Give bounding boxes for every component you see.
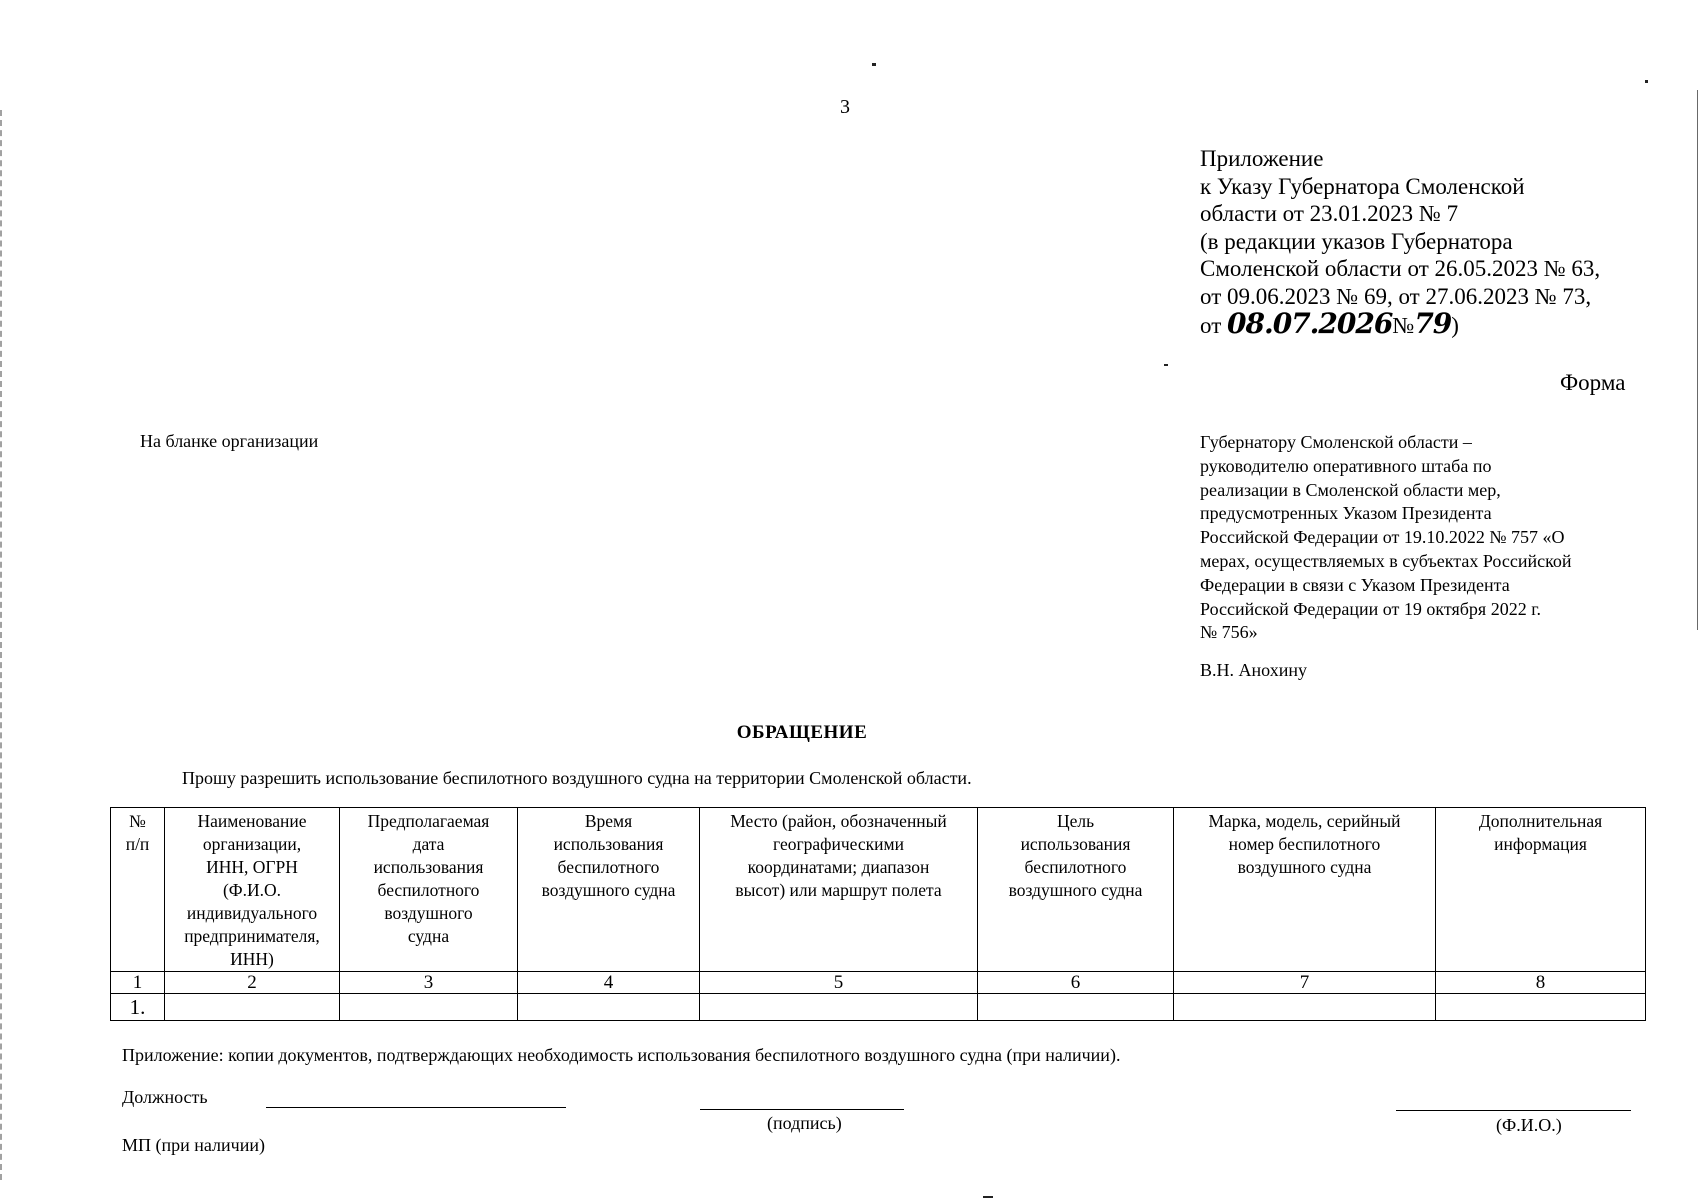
table-header-cell [978,808,1174,972]
position-label: Должность [122,1087,208,1107]
header-line: ИНН) [230,949,274,969]
column-number-cell: 8 [1436,972,1646,994]
header-line: Цель [1056,811,1095,831]
header-line: высот) или маршрут полета [735,880,942,900]
header-line: координатами; диапазон [747,857,930,877]
column-number-cell: 3 [340,972,518,994]
table-cell[interactable] [165,994,340,1021]
addressee-block [1200,431,1630,645]
row-number-cell: 1. [111,994,165,1021]
column-number-cell: 4 [518,972,700,994]
header-line: информация [1494,834,1587,854]
scan-speck [872,63,876,66]
header-line: беспилотного [557,857,660,877]
header-line: использования [553,834,664,854]
handwritten-number: 79 [1414,307,1452,340]
addressee-line: Российской Федерации от 19.10.2022 № 757 «О [1200,527,1565,548]
appendix-line: от 09.06.2023 № 69, от 27.06.2023 № 73, [1200,283,1592,309]
header-line: Наименование [197,811,307,831]
header-line: № [129,811,146,831]
request-text: Прошу разрешить использование беспилотного воздушного судна на территории Смоленской области. [182,768,972,788]
appendix-amendment-line [1200,307,1660,340]
header-line: организации, [202,834,302,854]
fio-line [1396,1110,1631,1111]
header-line: Место (район, обозначенный [730,811,947,831]
header-line: Дополнительная [1478,811,1603,831]
header-line: п/п [125,834,150,854]
header-line: номер беспилотного [1228,834,1381,854]
column-number-cell: 7 [1174,972,1436,994]
column-number-cell: 5 [700,972,978,994]
scan-speck [1645,80,1648,83]
appendix-line: к Указу Губернатора Смоленской [1200,173,1525,199]
seal-label: МП (при наличии) [122,1135,265,1155]
header-line: использования [373,857,484,877]
appendix-line: Приложение [1200,146,1324,171]
scan-right-edge [1697,90,1698,630]
addressee-line: реализации в Смоленской области мер, [1200,479,1501,500]
letterhead-note: На бланке организации [140,431,319,451]
scan-speck [1164,364,1168,366]
position-line [266,1107,566,1108]
column-number-cell: 2 [165,972,340,994]
table-header-cell [518,808,700,972]
table-cell[interactable] [978,994,1174,1021]
table-header-cell [700,808,978,972]
signature-caption: (подпись) [767,1113,842,1133]
header-line: Время [584,811,633,831]
header-line: дата [412,834,445,854]
table-cell[interactable] [1174,994,1436,1021]
header-line: географическими [773,834,904,854]
appendix-line: области от 23.01.2023 № 7 [1200,201,1459,226]
header-line: Предполагаемая [367,811,490,831]
closing-paren: ) [1451,313,1459,338]
table-row [111,994,1646,1021]
header-line: ИНН, ОГРН [206,857,298,877]
table-cell[interactable] [518,994,700,1021]
table-header-cell [1174,808,1436,972]
addressee-line: Федерации в связи с Указом Президента [1200,574,1510,595]
header-line: воздушного [384,903,473,923]
addressee-line: руководителю оперативного штаба по [1200,455,1492,476]
table-header-cell [1436,808,1646,972]
table-header-cell [165,808,340,972]
table-cell[interactable] [700,994,978,1021]
appendix-line: Смоленской области от 26.05.2023 № 63, [1200,256,1601,281]
addressee-name: В.Н. Анохину [1200,660,1307,680]
page-number: 3 [840,96,850,118]
addressee-line: Губернатору Смоленской области – [1200,432,1472,452]
column-number-row [111,972,1646,994]
appendix-line: (в редакции указов Губернатора [1200,228,1513,254]
column-number-cell: 1 [111,972,165,994]
header-line: беспилотного [377,880,480,900]
number-sign: № [1392,313,1415,338]
fio-caption: (Ф.И.О.) [1496,1115,1562,1135]
addressee-line: предусмотренных Указом Президента [1200,503,1492,524]
header-line: судна [407,926,450,946]
header-line: беспилотного [1024,857,1127,877]
table-cell[interactable] [340,994,518,1021]
header-line: воздушного судна [1008,880,1143,900]
table-header-row [111,808,1646,972]
header-line: индивидуального [186,903,318,923]
signature-line [700,1109,904,1110]
form-label: Форма [1560,370,1626,395]
table-header-cell [340,808,518,972]
header-line: использования [1020,834,1131,854]
header-line: предпринимателя, [184,926,320,946]
requests-table [110,807,1646,1021]
header-line: Марка, модель, серийный [1208,811,1401,831]
table-header-cell [111,808,165,972]
attachment-note: Приложение: копии документов, подтверждающих необходимость использования беспилотного воздушного судна (при наличии). [122,1045,1121,1065]
scan-speck [983,1196,993,1198]
handwritten-date: 08.07.2026 [1227,307,1393,340]
addressee-line: мерах, осуществляемых в субъектах Российской [1200,550,1572,571]
column-number-cell: 6 [978,972,1174,994]
addressee-line: Российской Федерации от 19 октября 2022 г. [1200,598,1542,619]
header-line: (Ф.И.О. [222,880,282,900]
header-line: воздушного судна [541,880,676,900]
appendix-header [1200,145,1660,340]
addressee-line: № 756» [1200,622,1258,643]
appendix-prefix: от [1200,313,1222,338]
document-title: ОБРАЩЕНИЕ [736,722,868,743]
table-cell[interactable] [1436,994,1646,1021]
header-line: воздушного судна [1237,857,1372,877]
scan-left-edge [0,110,4,1180]
